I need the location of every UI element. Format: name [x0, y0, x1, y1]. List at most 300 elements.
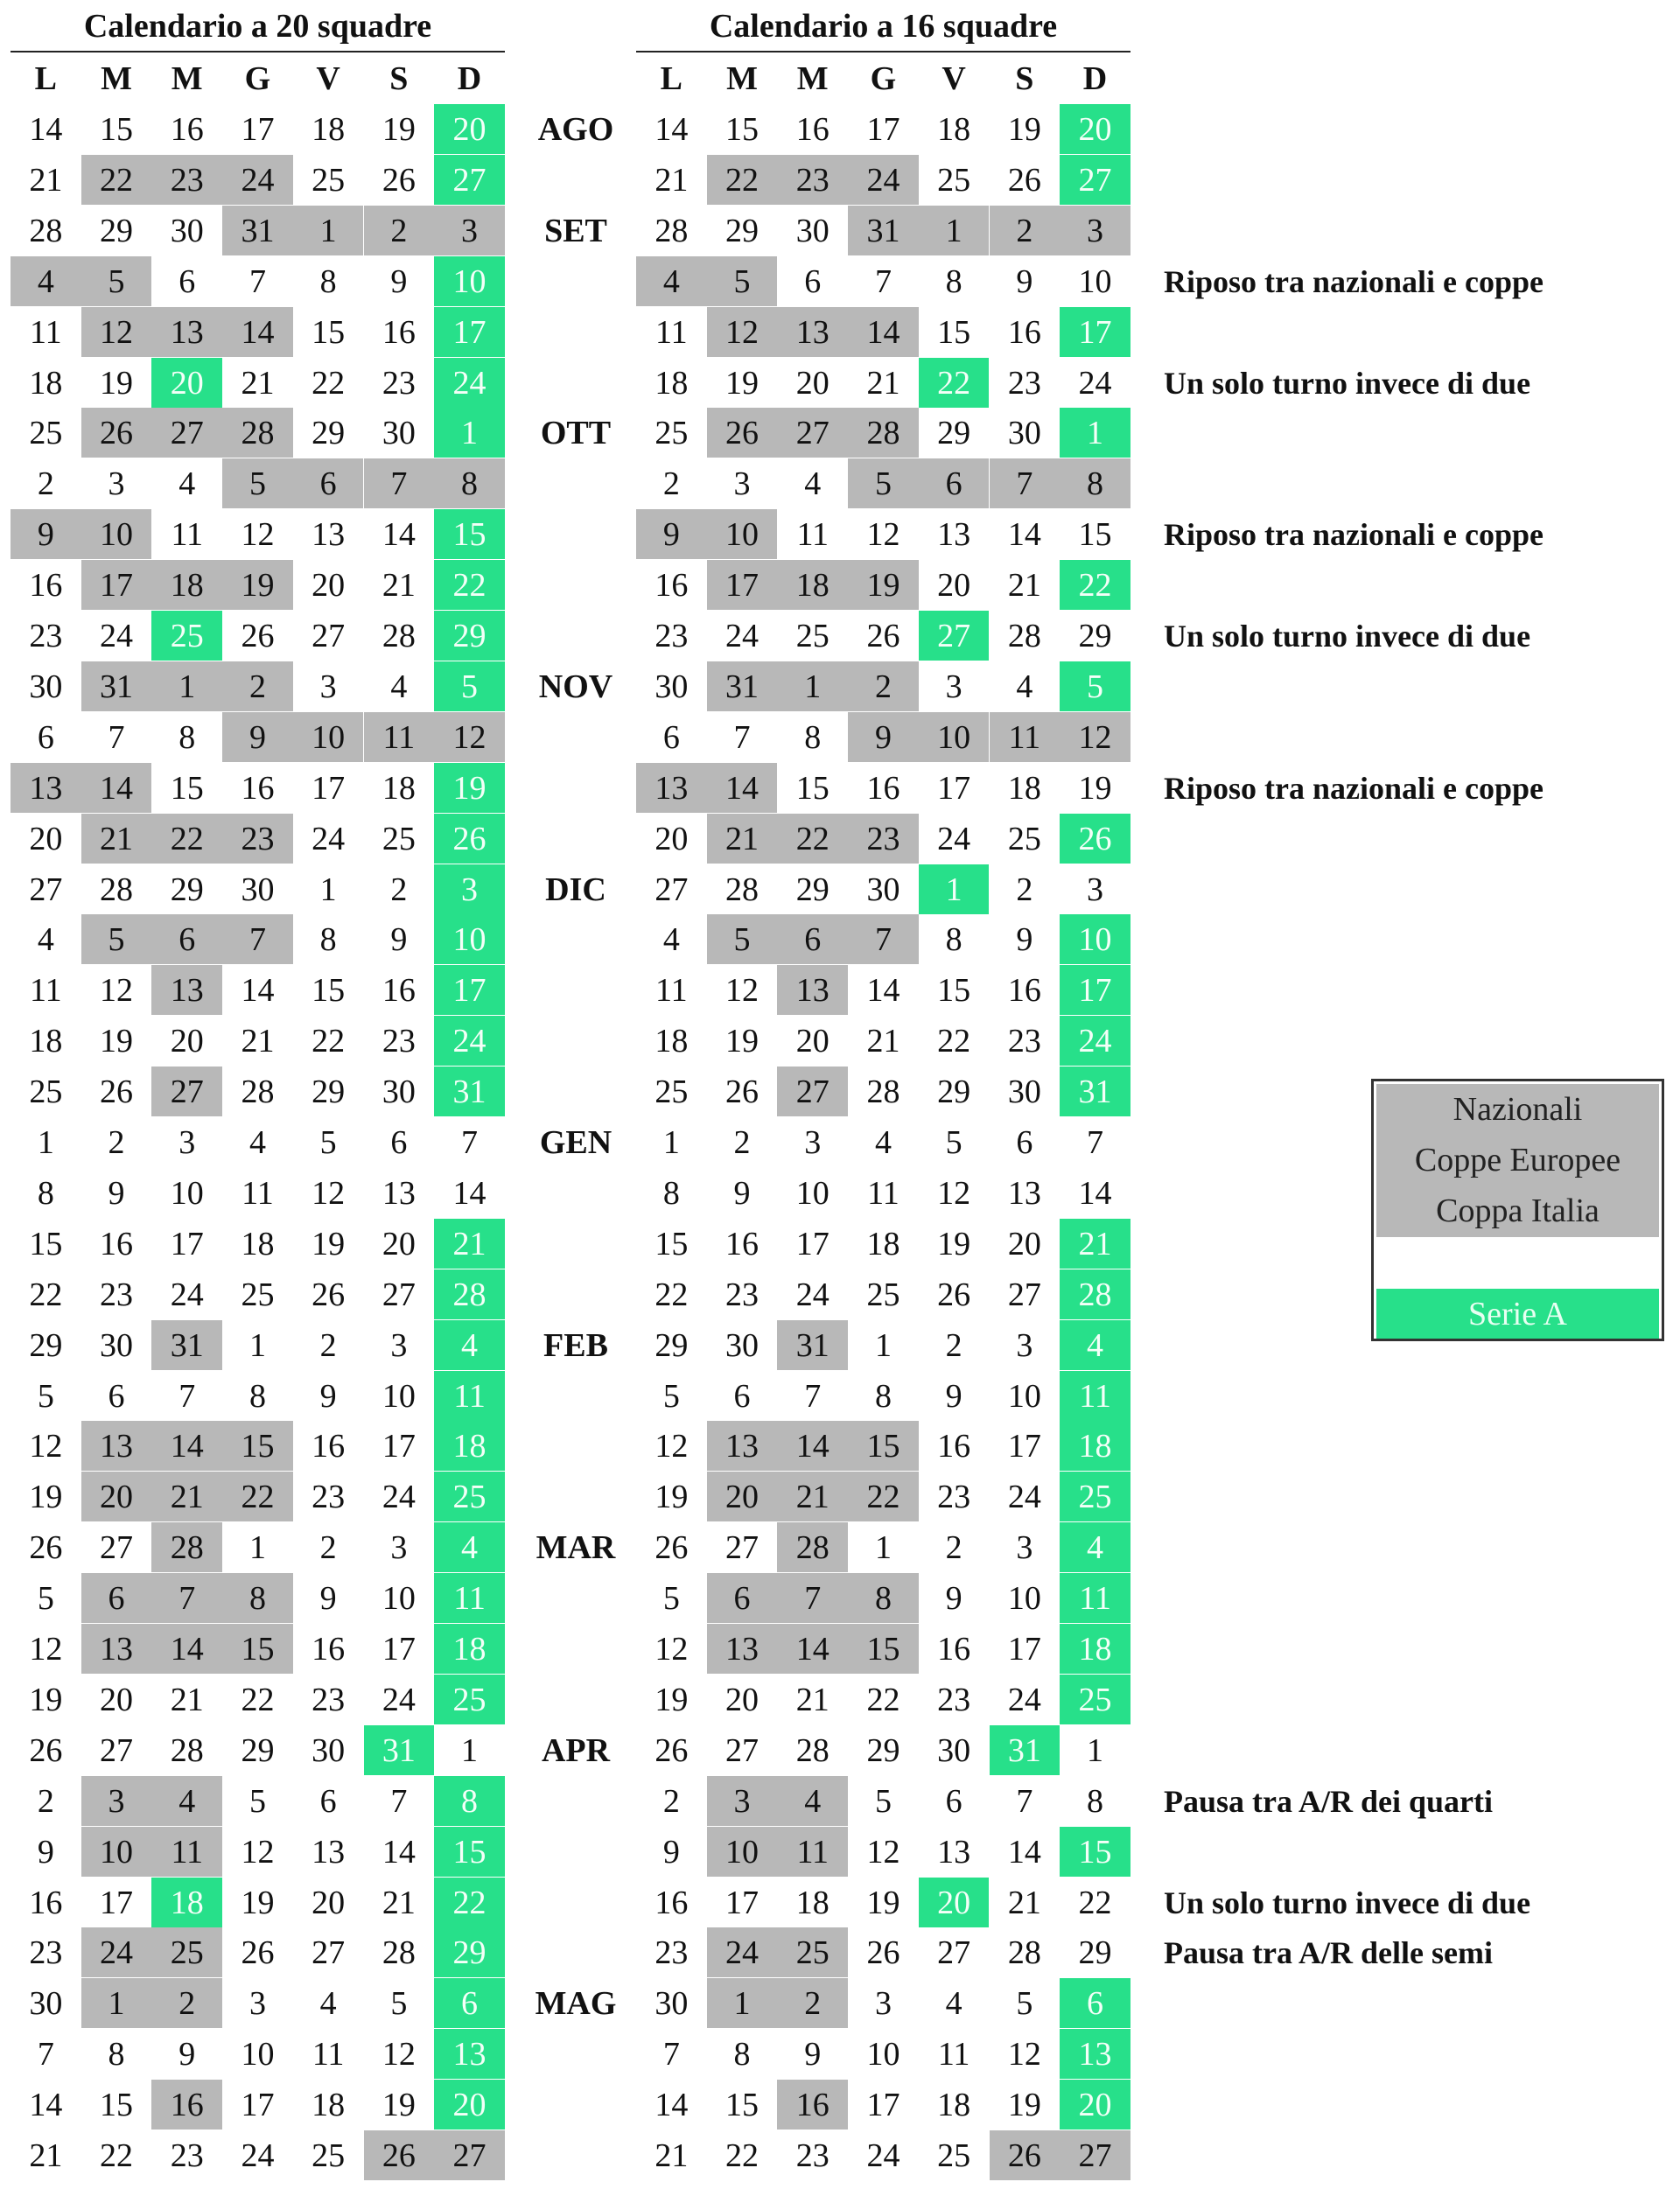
- day-cell: 5: [662, 1580, 680, 1618]
- day-cell: 15: [795, 769, 830, 807]
- day-cell: 6: [945, 1782, 962, 1820]
- month-label: FEB: [543, 1326, 608, 1364]
- day-cell: 21: [241, 364, 275, 402]
- day-cell: 27: [434, 155, 505, 205]
- day-cell: 3: [945, 668, 962, 705]
- day-cell: 5: [390, 1985, 408, 2023]
- day-cell: 7: [37, 2036, 54, 2074]
- day-cell: 2: [733, 1124, 751, 1161]
- day-cell: 2: [990, 206, 1060, 255]
- day-cell: 6: [108, 1377, 125, 1415]
- day-cell: 8: [1060, 458, 1130, 508]
- month-label: NOV: [538, 668, 613, 705]
- day-cell: 3: [178, 1124, 196, 1161]
- day-cell: 27: [151, 408, 222, 458]
- day-cell: 25: [795, 618, 830, 654]
- day-cell: 16: [151, 2080, 222, 2130]
- day-cell: 20: [654, 820, 689, 857]
- day-cell: 27: [434, 2130, 505, 2180]
- day-cell: 17: [725, 1884, 760, 1921]
- day-cell: 2: [151, 1978, 222, 2028]
- day-cell: 19: [848, 560, 919, 610]
- day-cell: 20: [100, 1681, 134, 1718]
- day-cell: 25: [151, 611, 222, 661]
- day-cell: 19: [1007, 2087, 1041, 2124]
- day-cell: 18: [937, 111, 971, 148]
- day-cell: 15: [654, 1225, 689, 1262]
- day-cell: 11: [655, 972, 688, 1010]
- day-cell: 22: [312, 364, 346, 402]
- day-cell: 22: [81, 155, 152, 205]
- day-cell: 14: [151, 1421, 222, 1471]
- day-cell: 21: [170, 1681, 204, 1718]
- day-cell: 18: [312, 111, 346, 148]
- weekday-header: V: [942, 60, 966, 98]
- day-cell: 22: [725, 2137, 760, 2174]
- day-cell: 20: [382, 1225, 416, 1262]
- day-cell: 18: [434, 1421, 505, 1471]
- day-cell: 8: [662, 1174, 680, 1212]
- day-cell: 12: [725, 972, 760, 1010]
- weekday-header: S: [1015, 60, 1034, 98]
- day-cell: 19: [654, 1681, 689, 1718]
- day-cell: 3: [434, 864, 505, 914]
- day-cell: 20: [919, 1878, 990, 1927]
- day-cell: 1: [81, 1978, 152, 2028]
- weekday-header: M: [171, 60, 203, 98]
- day-cell: 20: [795, 1023, 830, 1060]
- note-text: Riposo tra nazionali e coppe: [1164, 517, 1544, 553]
- day-cell: 10: [795, 1174, 830, 1212]
- day-cell: 15: [170, 769, 204, 807]
- day-cell: 8: [222, 1573, 293, 1623]
- day-cell: 16: [29, 567, 63, 605]
- day-cell: 22: [1060, 560, 1130, 610]
- day-cell: 27: [382, 1276, 416, 1313]
- day-cell: 25: [1060, 1472, 1130, 1521]
- day-cell: 8: [945, 262, 962, 300]
- day-cell: 3: [733, 465, 751, 503]
- day-cell: 3: [1016, 1529, 1033, 1567]
- day-cell: 12: [81, 307, 152, 357]
- day-cell: 26: [382, 161, 416, 199]
- day-cell: 23: [937, 1479, 971, 1516]
- day-cell: 3: [390, 1326, 408, 1364]
- day-cell: 22: [151, 814, 222, 864]
- day-cell: 17: [81, 560, 152, 610]
- day-cell: 27: [919, 611, 990, 661]
- day-cell: 26: [241, 1934, 275, 1972]
- day-cell: 21: [434, 1219, 505, 1269]
- day-cell: 1: [461, 1731, 479, 1769]
- day-cell: 3: [1060, 206, 1130, 255]
- day-cell: 26: [654, 1731, 689, 1769]
- day-cell: 16: [241, 769, 275, 807]
- day-cell: 2: [108, 1124, 125, 1161]
- day-cell: 8: [434, 1776, 505, 1826]
- day-cell: 17: [434, 307, 505, 357]
- day-cell: 14: [777, 1421, 848, 1471]
- legend-label-nazionali: Nazionali: [1452, 1091, 1583, 1128]
- day-cell: 29: [866, 1731, 900, 1769]
- day-cell: 19: [312, 1225, 346, 1262]
- day-cell: 26: [707, 408, 778, 458]
- day-cell: 23: [848, 814, 919, 864]
- day-cell: 26: [100, 1074, 134, 1111]
- day-cell: 21: [777, 1472, 848, 1521]
- day-cell: 29: [434, 611, 505, 661]
- day-cell: 29: [1078, 1934, 1112, 1972]
- day-cell: 19: [222, 560, 293, 610]
- day-cell: 24: [848, 155, 919, 205]
- day-cell: 18: [241, 1225, 275, 1262]
- day-cell: 16: [777, 2080, 848, 2130]
- day-cell: 9: [945, 1580, 962, 1618]
- day-cell: 2: [945, 1326, 962, 1364]
- legend: [1371, 1079, 1664, 1341]
- weekday-header: D: [457, 60, 482, 98]
- day-cell: 14: [866, 972, 900, 1010]
- day-cell: 14: [1078, 1174, 1112, 1212]
- day-cell: 3: [434, 206, 505, 255]
- day-cell: 4: [1016, 668, 1033, 705]
- day-cell: 28: [1060, 1269, 1130, 1319]
- day-cell: 6: [662, 718, 680, 756]
- day-cell: 7: [777, 1573, 848, 1623]
- weekday-header: L: [660, 60, 683, 98]
- day-cell: 23: [29, 1934, 63, 1972]
- day-cell: 14: [29, 2087, 63, 2124]
- day-cell: 23: [654, 1934, 689, 1972]
- day-cell: 25: [937, 2137, 971, 2174]
- day-cell: 10: [866, 2036, 900, 2074]
- day-cell: 24: [707, 1927, 778, 1977]
- day-cell: 20: [1060, 2080, 1130, 2130]
- day-cell: 25: [312, 161, 346, 199]
- day-cell: 21: [241, 1023, 275, 1060]
- month-label: GEN: [539, 1124, 612, 1161]
- day-cell: 17: [1007, 1428, 1041, 1465]
- day-cell: 3: [804, 1124, 822, 1161]
- day-cell: 9: [1016, 921, 1033, 959]
- day-cell: 30: [312, 1731, 346, 1769]
- day-cell: 17: [241, 111, 275, 148]
- legend-label-coppa-italia: Coppa Italia: [1436, 1192, 1600, 1229]
- day-cell: 22: [866, 1681, 900, 1718]
- day-cell: 12: [382, 2036, 416, 2074]
- day-cell: 23: [725, 1276, 760, 1313]
- day-cell: 24: [81, 1927, 152, 1977]
- day-cell: 11: [777, 1827, 848, 1877]
- day-cell: 19: [1007, 111, 1041, 148]
- day-cell: 1: [662, 1124, 680, 1161]
- day-cell: 9: [945, 1377, 962, 1415]
- day-cell: 1: [919, 206, 990, 255]
- day-cell: 23: [312, 1681, 346, 1718]
- day-cell: 21: [29, 161, 63, 199]
- day-cell: 22: [848, 1472, 919, 1521]
- day-cell: 29: [241, 1731, 275, 1769]
- legend-gray-swatch: [1376, 1084, 1659, 1237]
- day-cell: 30: [795, 212, 830, 249]
- day-cell: 26: [312, 1276, 346, 1313]
- day-cell: 18: [312, 2087, 346, 2124]
- day-cell: 6: [1016, 1124, 1033, 1161]
- day-cell: 1: [1060, 408, 1130, 458]
- day-cell: 22: [707, 155, 778, 205]
- day-cell: 4: [434, 1320, 505, 1370]
- day-cell: 4: [636, 256, 707, 306]
- day-cell: 6: [777, 914, 848, 964]
- day-cell: 14: [848, 307, 919, 357]
- day-cell: 12: [1007, 2036, 1041, 2074]
- day-cell: 24: [434, 358, 505, 408]
- day-cell: 26: [1060, 814, 1130, 864]
- day-cell: 30: [100, 1326, 134, 1364]
- day-cell: 17: [170, 1225, 204, 1262]
- day-cell: 27: [1060, 155, 1130, 205]
- day-cell: 17: [312, 769, 346, 807]
- day-cell: 23: [654, 618, 689, 654]
- day-cell: 24: [241, 2137, 275, 2174]
- day-cell: 11: [655, 313, 688, 351]
- weekday-header: D: [1082, 60, 1108, 98]
- day-cell: 6: [733, 1377, 751, 1415]
- day-cell: 15: [312, 313, 346, 351]
- calendar-title: Calendario a 20 squadre: [83, 8, 432, 45]
- day-cell: 27: [100, 1731, 134, 1769]
- day-cell: 19: [434, 763, 505, 813]
- day-cell: 24: [434, 1016, 505, 1066]
- day-cell: 3: [1087, 871, 1104, 908]
- day-cell: 20: [725, 1681, 760, 1718]
- day-cell: 4: [151, 1776, 222, 1826]
- day-cell: 17: [795, 1225, 830, 1262]
- note-text: Un solo turno invece di due: [1164, 1885, 1531, 1920]
- day-cell: 12: [1060, 712, 1130, 762]
- day-cell: 23: [222, 814, 293, 864]
- day-cell: 28: [795, 1731, 830, 1769]
- day-cell: 18: [1007, 769, 1041, 807]
- day-cell: 24: [725, 618, 760, 654]
- day-cell: 4: [804, 465, 822, 503]
- day-cell: 29: [795, 871, 830, 908]
- day-cell: 16: [1007, 972, 1041, 1010]
- day-cell: 17: [707, 560, 778, 610]
- day-cell: 23: [170, 2137, 204, 2174]
- day-cell: 16: [1007, 313, 1041, 351]
- day-cell: 7: [662, 2036, 680, 2074]
- day-cell: 26: [866, 1934, 900, 1972]
- day-cell: 17: [382, 1428, 416, 1465]
- day-cell: 23: [29, 618, 63, 654]
- day-cell: 10: [241, 2036, 275, 2074]
- day-cell: 20: [151, 358, 222, 408]
- day-cell: 28: [29, 212, 63, 249]
- day-cell: 28: [1007, 618, 1041, 654]
- day-cell: 18: [382, 769, 416, 807]
- legend-label-coppe-europee: Coppe Europee: [1414, 1142, 1621, 1178]
- day-cell: 27: [312, 1934, 346, 1972]
- day-cell: 11: [434, 1371, 505, 1421]
- day-cell: 25: [151, 1927, 222, 1977]
- day-cell: 8: [804, 718, 822, 756]
- day-cell: 3: [390, 1529, 408, 1567]
- day-cell: 26: [725, 1074, 760, 1111]
- day-cell: 15: [937, 972, 971, 1010]
- day-cell: 11: [434, 1573, 505, 1623]
- day-cell: 11: [30, 972, 62, 1010]
- day-cell: 13: [382, 1174, 416, 1212]
- day-cell: 19: [725, 364, 760, 402]
- day-cell: 7: [222, 914, 293, 964]
- day-cell: 30: [654, 668, 689, 705]
- day-cell: 18: [654, 1023, 689, 1060]
- day-cell: 22: [29, 1276, 63, 1313]
- day-cell: 12: [241, 1833, 275, 1871]
- month-label: APR: [541, 1731, 611, 1769]
- day-cell: 4: [434, 1522, 505, 1572]
- day-cell: 17: [382, 1631, 416, 1668]
- day-cell: 26: [81, 408, 152, 458]
- day-cell: 18: [777, 560, 848, 610]
- day-cell: 12: [707, 307, 778, 357]
- day-cell: 29: [434, 1927, 505, 1977]
- day-cell: 17: [1060, 965, 1130, 1015]
- month-label: SET: [544, 212, 607, 249]
- day-cell: 10: [707, 1827, 778, 1877]
- day-cell: 8: [319, 921, 337, 959]
- day-cell: 29: [312, 415, 346, 452]
- day-cell: 23: [777, 155, 848, 205]
- day-cell: 8: [874, 1377, 892, 1415]
- day-cell: 23: [795, 2137, 830, 2174]
- day-cell: 17: [434, 965, 505, 1015]
- day-cell: 13: [10, 763, 81, 813]
- day-cell: 14: [151, 1624, 222, 1674]
- day-cell: 7: [804, 1377, 822, 1415]
- day-cell: 30: [170, 212, 204, 249]
- day-cell: 30: [382, 415, 416, 452]
- day-cell: 29: [937, 1074, 971, 1111]
- day-cell: 27: [1007, 1276, 1041, 1313]
- day-cell: 25: [29, 1074, 63, 1111]
- day-cell: 21: [1007, 1884, 1041, 1921]
- day-cell: 31: [222, 206, 293, 255]
- day-cell: 16: [312, 1631, 346, 1668]
- day-cell: 15: [1060, 1827, 1130, 1877]
- day-cell: 12: [29, 1631, 63, 1668]
- day-cell: 4: [777, 1776, 848, 1826]
- day-cell: 19: [100, 364, 134, 402]
- day-cell: 25: [312, 2137, 346, 2174]
- day-cell: 19: [382, 2087, 416, 2124]
- day-cell: 1: [434, 408, 505, 458]
- day-cell: 27: [725, 1529, 760, 1567]
- day-cell: 9: [319, 1580, 337, 1618]
- day-cell: 12: [434, 712, 505, 762]
- day-cell: 17: [1060, 307, 1130, 357]
- day-cell: 4: [37, 921, 54, 959]
- day-cell: 12: [866, 1833, 900, 1871]
- day-cell: 15: [848, 1421, 919, 1471]
- day-cell: 27: [29, 871, 63, 908]
- day-cell: 26: [937, 1276, 971, 1313]
- day-cell: 16: [937, 1428, 971, 1465]
- day-cell: 9: [178, 2036, 196, 2074]
- note-text: Riposo tra nazionali e coppe: [1164, 263, 1544, 299]
- day-cell: 18: [795, 1884, 830, 1921]
- day-cell: 15: [29, 1225, 63, 1262]
- day-cell: 1: [293, 206, 364, 255]
- day-cell: 31: [990, 1725, 1060, 1775]
- day-cell: 14: [1007, 1833, 1041, 1871]
- day-cell: 14: [222, 307, 293, 357]
- day-cell: 5: [222, 458, 293, 508]
- day-cell: 8: [37, 1174, 54, 1212]
- weekday-header: L: [34, 60, 58, 98]
- note-text: Un solo turno invece di due: [1164, 365, 1531, 401]
- day-cell: 24: [382, 1681, 416, 1718]
- day-cell: 1: [707, 1978, 778, 2028]
- day-cell: 26: [241, 618, 275, 654]
- day-cell: 25: [434, 1472, 505, 1521]
- day-cell: 9: [37, 1833, 54, 1871]
- day-cell: 6: [390, 1124, 408, 1161]
- day-cell: 3: [248, 1985, 266, 2023]
- day-cell: 12: [654, 1631, 689, 1668]
- day-cell: 1: [248, 1326, 266, 1364]
- day-cell: 30: [654, 1985, 689, 2023]
- day-cell: 2: [319, 1326, 337, 1364]
- day-cell: 15: [1078, 516, 1112, 554]
- day-cell: 15: [434, 509, 505, 559]
- day-cell: 18: [29, 364, 63, 402]
- day-cell: 14: [241, 972, 275, 1010]
- note-text: Pausa tra A/R dei quarti: [1164, 1783, 1494, 1819]
- day-cell: 2: [662, 1782, 680, 1820]
- month-label: AGO: [537, 111, 614, 148]
- day-cell: 5: [874, 1782, 892, 1820]
- day-cell: 13: [81, 1624, 152, 1674]
- day-cell: 18: [654, 364, 689, 402]
- day-cell: 22: [777, 814, 848, 864]
- day-cell: 5: [37, 1580, 54, 1618]
- day-cell: 17: [937, 769, 971, 807]
- day-cell: 4: [10, 256, 81, 306]
- day-cell: 22: [222, 1472, 293, 1521]
- day-cell: 11: [796, 516, 830, 554]
- day-cell: 24: [170, 1276, 204, 1313]
- day-cell: 17: [1007, 1631, 1041, 1668]
- day-cell: 25: [1060, 1675, 1130, 1724]
- day-cell: 27: [777, 408, 848, 458]
- day-cell: 20: [312, 567, 346, 605]
- day-cell: 12: [312, 1174, 346, 1212]
- day-cell: 21: [654, 2137, 689, 2174]
- day-cell: 16: [170, 111, 204, 148]
- day-cell: 7: [1087, 1124, 1104, 1161]
- day-cell: 13: [312, 516, 346, 554]
- day-cell: 19: [866, 1884, 900, 1921]
- weekday-header: M: [101, 60, 132, 98]
- day-cell: 25: [29, 415, 63, 452]
- day-cell: 12: [100, 972, 134, 1010]
- day-cell: 12: [241, 516, 275, 554]
- day-cell: 26: [434, 814, 505, 864]
- day-cell: 5: [707, 914, 778, 964]
- day-cell: 16: [654, 1884, 689, 1921]
